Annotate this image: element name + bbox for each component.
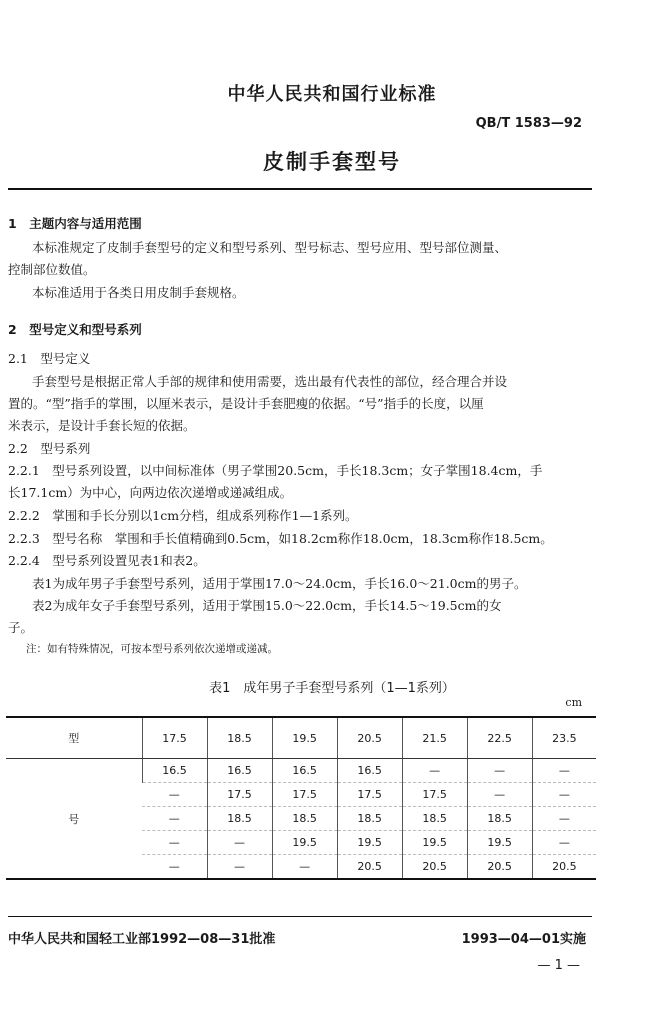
table-cell: —	[272, 855, 337, 880]
table-cell: 16.5	[207, 759, 272, 783]
table-cell: 18.5	[207, 807, 272, 831]
table-1	[6, 716, 596, 880]
table-row	[6, 759, 596, 783]
note: 注：如有特殊情况，可按本型号系列依次递增或递减。	[26, 643, 278, 655]
table-cell: 17.5	[337, 783, 402, 807]
section-2-1-line-3: 米表示，是设计手套长短的依据。	[8, 418, 196, 433]
section-1-paragraph-1-line-1: 本标准规定了皮制手套型号的定义和型号系列、型号标志、型号应用、型号部位测量、	[32, 240, 508, 255]
table-cell: 17.5	[207, 783, 272, 807]
table-cell: 19.5	[467, 831, 532, 855]
table-cell: —	[532, 783, 596, 807]
section-2-2-4: 2.2.4 型号系列设置见表1和表2。	[8, 553, 206, 568]
standard-code: QB/T 1583—92	[475, 116, 582, 131]
table-cell: 18.5	[467, 807, 532, 831]
table-cell: —	[532, 807, 596, 831]
table-cell: —	[168, 860, 180, 873]
table-cell: 20.5	[337, 855, 402, 880]
table-cell: —	[142, 807, 207, 831]
section-2-1-heading: 2.1 型号定义	[8, 351, 91, 366]
page-number: — 1 —	[537, 958, 580, 973]
table-cell: —	[532, 831, 596, 855]
table-cell: 19.5	[402, 831, 467, 855]
table-cell: 23.5	[532, 717, 596, 759]
approval-line: 中华人民共和国轻工业部1992—08—31批准	[8, 932, 276, 947]
standard-org-heading: 中华人民共和国行业标准	[227, 84, 437, 105]
table-cell: 18.5	[207, 717, 272, 759]
table-2-description-line-2: 子。	[8, 620, 34, 635]
table-cell: —	[207, 831, 272, 855]
table-cell: 20.5	[467, 855, 532, 880]
document-title: 皮制手套型号	[263, 150, 401, 174]
table-cell: 16.5	[142, 759, 207, 783]
table-cell: —	[142, 783, 207, 807]
section-2-2-2: 2.2.2 掌围和手长分别以1cm分档，组成系列称作1—1系列。	[8, 508, 358, 523]
table-cell: 20.5	[402, 855, 467, 880]
table-cell: —	[467, 783, 532, 807]
table-cell: —	[142, 831, 207, 855]
footer-divider	[8, 916, 592, 917]
table-cell: 17.5	[272, 783, 337, 807]
table-cell: 21.5	[402, 717, 467, 759]
table-cell: —	[402, 759, 467, 783]
section-2-1-line-2: 置的。“型”指手的掌围，以厘米表示，是设计手套肥瘦的依据。“号”指手的长度，以厘	[8, 396, 484, 411]
table-cell: 18.5	[337, 807, 402, 831]
table-1-description: 表1为成年男子手套型号系列，适用于掌围17.0～24.0cm，手长16.0～21.0cm的男子。	[32, 576, 527, 591]
table-row-type	[6, 717, 596, 759]
section-2-heading: 2 型号定义和型号系列	[8, 322, 142, 337]
section-2-2-1-line-1: 2.2.1 型号系列设置，以中间标准体（男子掌围20.5cm，手长18.3cm；女子掌围18.4cm，手	[8, 463, 543, 478]
section-2-1-line-1: 手套型号是根据正常人手部的规律和使用需要，选出最有代表性的部位，经合理合并设	[32, 374, 508, 389]
table-cell: 20.5	[337, 717, 402, 759]
table-cell: 18.5	[402, 807, 467, 831]
table-cell: 19.5	[337, 831, 402, 855]
table-2-description-line-1: 表2为成年女子手套型号系列，适用于掌围15.0～22.0cm，手长14.5～19.5cm的女	[32, 598, 502, 613]
table-1-unit: cm	[565, 696, 582, 709]
effective-date: 1993—04—01实施	[461, 932, 586, 947]
table-row-header-size: 号	[68, 812, 80, 826]
section-1-paragraph-1-line-2: 控制部位数值。	[8, 262, 96, 277]
table-cell: —	[467, 759, 532, 783]
section-2-2-1-line-2: 长17.1cm）为中心，向两边依次递增或递减组成。	[8, 485, 293, 500]
section-1-paragraph-2: 本标准适用于各类日用皮制手套规格。	[32, 285, 245, 300]
title-divider	[8, 188, 592, 190]
table-cell: 17.5	[402, 783, 467, 807]
table-cell: 18.5	[272, 807, 337, 831]
section-2-2-3: 2.2.3 型号名称 掌围和手长值精确到0.5cm，如18.2cm称作18.0cm，18.3cm称作18.5cm。	[8, 531, 553, 546]
table-1-title: 表1 成年男子手套型号系列（1—1系列）	[209, 681, 455, 696]
table-cell: 16.5	[337, 759, 402, 783]
table-cell: 19.5	[272, 717, 337, 759]
section-1-heading: 1 主题内容与适用范围	[8, 216, 142, 231]
table-cell: 17.5	[142, 717, 207, 759]
table-cell: 19.5	[272, 831, 337, 855]
table-row-header-type: 型	[6, 717, 142, 759]
table-cell: —	[532, 759, 596, 783]
table-cell: 22.5	[467, 717, 532, 759]
table-cell: 16.5	[272, 759, 337, 783]
section-2-2-heading: 2.2 型号系列	[8, 441, 91, 456]
table-cell: 20.5	[532, 855, 596, 880]
table-cell: —	[207, 855, 272, 880]
